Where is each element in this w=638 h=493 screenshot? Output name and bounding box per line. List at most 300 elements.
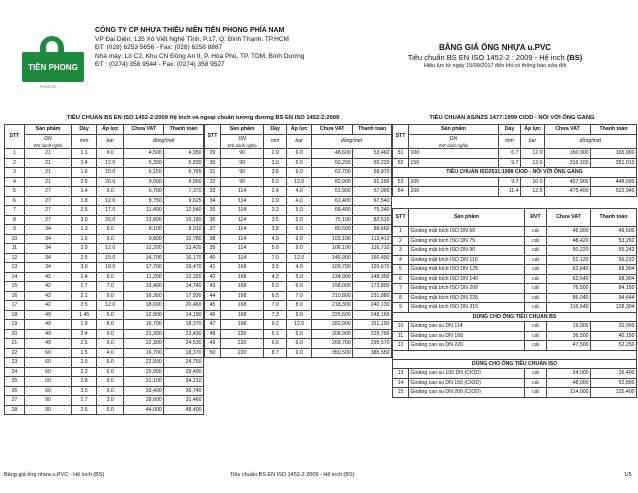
th-dong-met: đồng/mét xyxy=(124,134,204,149)
table-cell: 37 xyxy=(205,225,221,235)
table-row xyxy=(5,310,204,320)
table-cell: 42 xyxy=(24,282,71,292)
table-cell: 22,500 xyxy=(124,358,164,368)
table-cell: 24,530 xyxy=(164,339,204,349)
table-cell: 82,900 xyxy=(312,177,353,187)
table-cell: 2.5 xyxy=(72,339,97,349)
table-cell: 311,190 xyxy=(353,320,392,330)
table-cell: 22,300 xyxy=(124,339,164,349)
table-row xyxy=(5,196,204,206)
table-cell: 218,300 xyxy=(312,301,353,311)
table-cell: 24,750 xyxy=(164,358,204,368)
factory-address: Nhà máy: Lô C2, Khu CN Đồng An II, P. Hòa Phú, TP. TDM, Bình Dương xyxy=(95,52,305,60)
table-cell: 114 xyxy=(220,196,263,206)
table-cell: 109,700 xyxy=(312,263,353,273)
footer-center: Tiêu chuẩn BS EN ISO 1452-2:2009 - Hệ inch (BS) xyxy=(230,472,355,478)
table-cell: 9 xyxy=(393,303,409,313)
table-cell: 6.0 xyxy=(287,339,312,349)
table-cell: 1.9 xyxy=(72,320,97,330)
table-cell: 2.1 xyxy=(72,291,97,301)
table-cell: 60 xyxy=(24,386,71,396)
table-row xyxy=(205,187,392,197)
table-cell: 1.3 xyxy=(72,225,97,235)
table-cell: 168 xyxy=(220,263,263,273)
section-bs-gasket-title: DÙNG CHO ỐNG TIÊU CHUẨN BS xyxy=(393,312,637,322)
th-day: Dày xyxy=(72,125,97,135)
table-cell: 15 xyxy=(393,388,409,398)
table-cell: 6.0 xyxy=(97,358,124,368)
table-row xyxy=(205,206,392,216)
table-cell: 14 xyxy=(393,378,409,388)
table-cell: 16,300 xyxy=(124,291,164,301)
table-row xyxy=(393,274,637,284)
table-row xyxy=(393,177,637,187)
table-cell: 6.0 xyxy=(97,225,124,235)
table-row xyxy=(5,291,204,301)
table-cell: 5,830 xyxy=(164,158,204,168)
table-cell: 12.0 xyxy=(521,158,545,168)
doc-validity: Hiệu lực từ ngày 15/09/2017 đến khi có thông báo sửa đổi xyxy=(423,63,567,69)
table-row xyxy=(5,339,204,349)
table-cell: 9,000 xyxy=(124,177,164,187)
doc-subtitle xyxy=(355,53,635,63)
table-cell: 114 xyxy=(220,244,263,254)
table-cell: 53 xyxy=(393,177,409,187)
table-cell: 12.0 xyxy=(97,158,124,168)
table-cell: 52,250 xyxy=(591,341,637,351)
table-row xyxy=(205,177,392,187)
table-row xyxy=(205,282,392,292)
table-cell: 31,460 xyxy=(164,396,204,406)
table-cell: 8,910 xyxy=(164,225,204,235)
table-cell: 3.0 xyxy=(72,263,97,273)
table-cell: 28,600 xyxy=(124,396,164,406)
table-cell: 2.6 xyxy=(72,405,97,415)
table-cell: 17,930 xyxy=(164,291,204,301)
table-cell: 62,700 xyxy=(312,168,353,178)
table-cell: 45,000 xyxy=(547,227,591,237)
table-cell: 88,660 xyxy=(353,225,392,235)
table-cell: 9.0 xyxy=(287,244,312,254)
table-cell: 50 xyxy=(205,348,221,358)
table-cell: 24,000 xyxy=(547,369,591,379)
table-cell: 4.9 xyxy=(264,234,287,244)
table-cell: 114 xyxy=(220,206,263,216)
footer-left: Bảng giá ống nhựa u.PVC - Hệ inch (BS) xyxy=(4,472,105,478)
table-cell: 27 xyxy=(24,196,71,206)
table-cell: Gioăng mặt bích ISO DN 60 xyxy=(409,227,525,237)
table-cell: 19,000 xyxy=(547,322,591,332)
table-cell: 36,500 xyxy=(547,331,591,341)
table-cell: 2.4 xyxy=(72,329,97,339)
table-cell: 128,304 xyxy=(591,303,637,313)
table-cell: 210,800 xyxy=(312,291,353,301)
ciod1-price-table xyxy=(392,124,637,197)
footer-page: 1/5 xyxy=(624,472,632,478)
table-row xyxy=(393,255,637,265)
table-cell: 106,100 xyxy=(312,244,353,254)
table-cell: 15.0 xyxy=(97,168,124,178)
table-cell: 220 xyxy=(220,348,263,358)
table-cell: cái xyxy=(525,284,547,294)
table-cell: 448,690 xyxy=(591,177,637,187)
table-cell: 68,904 xyxy=(591,274,637,284)
table-cell: 32 xyxy=(205,177,221,187)
table-cell: 25 xyxy=(5,377,25,387)
table-cell: 1 xyxy=(393,227,409,237)
table-cell: 268,700 xyxy=(312,339,353,349)
table-cell: 33 xyxy=(205,187,221,197)
table-cell: 53,460 xyxy=(353,149,392,159)
table-cell: 48,600 xyxy=(312,149,353,159)
th-dn-unit: Đ/K danh nghĩa xyxy=(33,143,63,148)
table-cell: 11 xyxy=(393,331,409,341)
table-cell: 1.4 xyxy=(72,158,97,168)
table-cell: 231,880 xyxy=(353,291,392,301)
table-cell: 2 xyxy=(5,158,25,168)
th-ap-luc: Áp lực xyxy=(287,125,312,135)
table-cell: 91,190 xyxy=(353,177,392,187)
table-cell: cái xyxy=(525,388,547,398)
table-row xyxy=(205,348,392,358)
table-row xyxy=(5,177,204,187)
factory-phone: ĐT : (0274) 358 9544 - Fax: (0274) 358 9527 xyxy=(95,61,225,69)
th-san-pham: Sản phẩm xyxy=(409,209,525,227)
table-cell: 5 xyxy=(393,265,409,275)
table-cell: 5.0 xyxy=(287,215,312,225)
table-cell: 8.7 xyxy=(264,348,287,358)
table-cell: 75,240 xyxy=(353,206,392,216)
th-dvt: ĐVT xyxy=(525,209,547,227)
th-dn xyxy=(409,134,499,149)
table-cell: Gioăng mặt bích ISO DN 200 xyxy=(409,284,525,294)
table-cell: 20.0 xyxy=(97,177,124,187)
table-cell: 16,700 xyxy=(124,320,164,330)
table-row xyxy=(5,367,204,377)
table-cell: Gioăng cao su DN 150 (CIOD) xyxy=(409,378,525,388)
table-cell: 51 xyxy=(393,149,409,159)
table-cell: 60 xyxy=(24,358,71,368)
doc-title: BẢNG GIÁ ỐNG NHỰA u.PVC xyxy=(438,43,552,52)
table-cell: Gioăng mặt bích ISO DN 315 xyxy=(409,303,525,313)
table-cell: 27 xyxy=(24,206,71,216)
table-cell: 6.0 xyxy=(287,225,312,235)
table-cell: 2.0 xyxy=(72,244,97,254)
table-cell: Gioăng cao su DN 220 xyxy=(409,341,525,351)
table-cell: 14 xyxy=(5,272,25,282)
logo-text: TIỀN PHONG xyxy=(28,62,78,72)
table-cell: 282,900 xyxy=(312,320,353,330)
table-cell: 6.6 xyxy=(264,339,287,349)
table-cell: 57,090 xyxy=(353,187,392,197)
spacer-row xyxy=(393,350,637,359)
table-cell: 46 xyxy=(205,310,221,320)
table-cell: 21 xyxy=(24,177,71,187)
table-cell: 114 xyxy=(220,187,263,197)
table-cell: 44 xyxy=(205,291,221,301)
table-cell: 3.5 xyxy=(264,263,287,273)
table-cell: 12 xyxy=(393,341,409,351)
table-cell: 17,700 xyxy=(124,263,164,273)
table-row xyxy=(5,348,204,358)
table-cell: cái xyxy=(525,369,547,379)
table-cell: cái xyxy=(525,331,547,341)
table-cell: 9.0 xyxy=(97,329,124,339)
table-cell: 14,700 xyxy=(124,253,164,263)
table-row xyxy=(393,236,637,246)
table-cell: Gioăng mặt bích ISO DN 125 xyxy=(409,265,525,275)
table-cell: 3.0 xyxy=(97,396,124,406)
table-cell: 30 xyxy=(205,158,221,168)
table-cell: 49 xyxy=(24,320,71,330)
th-thanh-toan: Thanh toán xyxy=(591,125,637,135)
th-dong-met: đồng/mét xyxy=(312,134,392,149)
table-cell: 34,210 xyxy=(164,377,204,387)
table-cell: 3.2 xyxy=(264,206,287,216)
table-cell: 9.2 xyxy=(264,320,287,330)
table-cell: 27 xyxy=(24,215,71,225)
table-cell: 12.0 xyxy=(521,149,545,159)
table-cell: 52 xyxy=(393,158,409,168)
table-cell: 49 xyxy=(24,310,71,320)
table-cell: 220 xyxy=(220,329,263,339)
th-chua-vat: Chưa VAT xyxy=(547,209,591,227)
logo-sub: PLASTIC xyxy=(40,84,57,89)
table-row xyxy=(205,329,392,339)
table-cell: 16,170 xyxy=(164,253,204,263)
table-cell: 4.0 xyxy=(287,187,312,197)
table-cell: 5.0 xyxy=(287,272,312,282)
table-cell: 42 xyxy=(205,272,221,282)
table-cell: 150,900 xyxy=(545,149,591,159)
table-cell: 90 xyxy=(220,177,263,187)
table-cell: 1.6 xyxy=(72,168,97,178)
ciod1-body xyxy=(393,149,637,168)
table-row xyxy=(393,227,637,237)
table-cell: 6.7 xyxy=(499,149,521,159)
table-row xyxy=(393,322,637,332)
table-cell: 114 xyxy=(220,253,263,263)
table-cell: Gioăng mặt bích ISO DN 225 xyxy=(409,293,525,303)
table-cell: 10 xyxy=(393,322,409,332)
table-cell: 8.0 xyxy=(287,301,312,311)
table-cell: 3 xyxy=(393,246,409,256)
table-cell: 12,540 xyxy=(164,206,204,216)
table-cell: 8.0 xyxy=(97,320,124,330)
table-cell: 7 xyxy=(393,284,409,294)
table-cell: 24 xyxy=(5,367,25,377)
table-cell: 6.0 xyxy=(287,149,312,159)
table-cell: 31,100 xyxy=(124,377,164,387)
table-cell: 4,950 xyxy=(164,149,204,159)
table-cell: 9,900 xyxy=(164,177,204,187)
th-dong-met: đồng/mét xyxy=(545,134,637,149)
table-cell: 385,550 xyxy=(353,348,392,358)
table-cell: Gioăng cao su 100 DN (CIOD) xyxy=(409,369,525,379)
table-cell: 2.5 xyxy=(72,301,97,311)
table-cell: 12.5 xyxy=(521,187,545,197)
table-cell: 21 xyxy=(24,168,71,178)
table-cell: 160,490 xyxy=(353,253,392,263)
table-cell: 120,670 xyxy=(353,263,392,273)
gasket-bs-body xyxy=(393,322,637,351)
mid-body xyxy=(205,149,392,358)
table-cell: 11.4 xyxy=(499,187,521,197)
table-cell: 54 xyxy=(393,187,409,197)
table-cell: 168 xyxy=(220,310,263,320)
table-cell: 5 xyxy=(5,187,25,197)
left-body xyxy=(5,149,204,415)
table-cell: 36 xyxy=(205,215,221,225)
table-cell: 5.0 xyxy=(287,206,312,216)
table-cell: 5.0 xyxy=(264,177,287,187)
table-row xyxy=(5,234,204,244)
table-row xyxy=(393,331,637,341)
table-cell: 48 xyxy=(205,329,221,339)
table-cell: 9.0 xyxy=(97,234,124,244)
company-info xyxy=(95,27,304,70)
table-cell: 68,400 xyxy=(312,206,353,216)
gasket-iso-body xyxy=(393,369,637,398)
table-row xyxy=(205,149,392,159)
table-cell: 9.0 xyxy=(97,339,124,349)
table-row xyxy=(5,358,204,368)
table-cell: 45 xyxy=(205,301,221,311)
table-cell: 38 xyxy=(205,234,221,244)
table-cell: 2 xyxy=(393,236,409,246)
table-row xyxy=(393,246,637,256)
table-cell: 11,400 xyxy=(124,206,164,216)
th-thanh-toan: Thanh toán xyxy=(164,125,204,135)
table-cell: 8,100 xyxy=(124,225,164,235)
table-cell: 5.1 xyxy=(264,329,287,339)
table-cell: 2.3 xyxy=(72,367,97,377)
fittings-price-table xyxy=(392,208,637,398)
th-ap-luc: Áp lực xyxy=(521,125,545,135)
table-cell: 9 xyxy=(5,225,25,235)
table-cell: 114 xyxy=(220,215,263,225)
table-cell: 9.0 xyxy=(97,149,124,159)
table-cell: 17 xyxy=(5,301,25,311)
table-row xyxy=(205,320,392,330)
th-mm: mm xyxy=(264,134,287,149)
table-cell: 7.0 xyxy=(287,291,312,301)
table-cell: 13 xyxy=(5,263,25,273)
table-cell: 21,300 xyxy=(124,329,164,339)
table-cell: 13 xyxy=(393,369,409,379)
table-row xyxy=(393,369,637,379)
table-cell: 62,640 xyxy=(547,274,591,284)
table-row xyxy=(5,215,204,225)
table-cell: 6.0 xyxy=(287,282,312,292)
table-cell: 1.4 xyxy=(72,272,97,282)
table-cell: 168 xyxy=(220,291,263,301)
table-cell: 4 xyxy=(393,255,409,265)
table-cell: 12.0 xyxy=(287,320,312,330)
table-cell: 9.7 xyxy=(499,158,521,168)
th-dn xyxy=(220,134,263,149)
th-day: Dày xyxy=(499,125,521,135)
table-cell: 18,370 xyxy=(164,320,204,330)
table-cell: 407,900 xyxy=(545,177,591,187)
th-ap-luc: Áp lực xyxy=(97,125,124,135)
table-cell: 18 xyxy=(5,310,25,320)
table-cell: 7 xyxy=(5,206,25,216)
table-row xyxy=(205,225,392,235)
table-cell: 6,150 xyxy=(124,168,164,178)
table-cell: 10 xyxy=(5,234,25,244)
table-cell: 27 xyxy=(5,396,25,406)
table-cell: 16 xyxy=(5,291,25,301)
table-cell: 43 xyxy=(205,282,221,292)
table-cell: 20 xyxy=(5,329,25,339)
th-bar: bar xyxy=(287,134,312,149)
table-cell: 12.0 xyxy=(97,301,124,311)
table-cell: 3.0 xyxy=(72,215,97,225)
table-row xyxy=(5,168,204,178)
table-cell: cái xyxy=(525,274,547,284)
table-cell: 158,000 xyxy=(312,282,353,292)
table-cell: 114,000 xyxy=(547,388,591,398)
table-cell: 49 xyxy=(205,339,221,349)
table-row xyxy=(5,225,204,235)
table-cell: 26 xyxy=(5,386,25,396)
th-thanh-toan: Thanh toán xyxy=(353,125,392,135)
table-cell: 90 xyxy=(24,405,71,415)
table-cell: 208,900 xyxy=(312,329,353,339)
table-cell: 7.0 xyxy=(264,301,287,311)
table-cell: 114 xyxy=(220,234,263,244)
table-cell: 168 xyxy=(220,320,263,330)
table-cell: 49,500 xyxy=(591,227,637,237)
table-cell: 34 xyxy=(205,196,221,206)
table-cell: 220 xyxy=(220,339,263,349)
th-dn-label: DN xyxy=(238,135,246,142)
table-cell: 23,430 xyxy=(164,329,204,339)
th-dn-label: DN xyxy=(44,135,52,142)
table-cell: 21 xyxy=(24,158,71,168)
table-cell: 14,740 xyxy=(164,282,204,292)
table-cell: 52,800 xyxy=(591,378,637,388)
table-cell: cái xyxy=(525,246,547,256)
table-cell: 6,765 xyxy=(164,168,204,178)
table-cell: 7.3 xyxy=(264,310,287,320)
section-left-title: TIÊU CHUẨN BS EN ISO 1452-2:2009 Hệ inch và ngoại chuẩn tương đương BS EN ISO 1452-2:2009 xyxy=(66,115,340,121)
table-cell: 4.3 xyxy=(264,272,287,282)
table-row xyxy=(5,301,204,311)
table-cell: 20.0 xyxy=(97,215,124,225)
section-iso-gasket-title: DÙNG CHO ỐNG TIÊU CHUẨN ISO xyxy=(393,359,637,369)
table-row xyxy=(5,386,204,396)
table-cell: 2.9 xyxy=(264,149,287,159)
table-row xyxy=(205,301,392,311)
table-cell: 17.0 xyxy=(97,206,124,216)
table-cell: cái xyxy=(525,255,547,265)
table-cell: 10,780 xyxy=(164,234,204,244)
table-cell: cái xyxy=(525,341,547,351)
table-cell: 22 xyxy=(5,348,25,358)
table-cell: 15.0 xyxy=(97,253,124,263)
table-cell: 1.7 xyxy=(72,282,97,292)
table-row xyxy=(5,149,204,159)
ciod2-body xyxy=(393,177,637,196)
company-logo xyxy=(22,52,84,82)
table-cell: 47,500 xyxy=(547,341,591,351)
table-row xyxy=(5,187,204,197)
table-cell: 80,600 xyxy=(312,225,353,235)
fittings-body xyxy=(393,227,637,313)
table-cell: 150 xyxy=(409,158,499,168)
